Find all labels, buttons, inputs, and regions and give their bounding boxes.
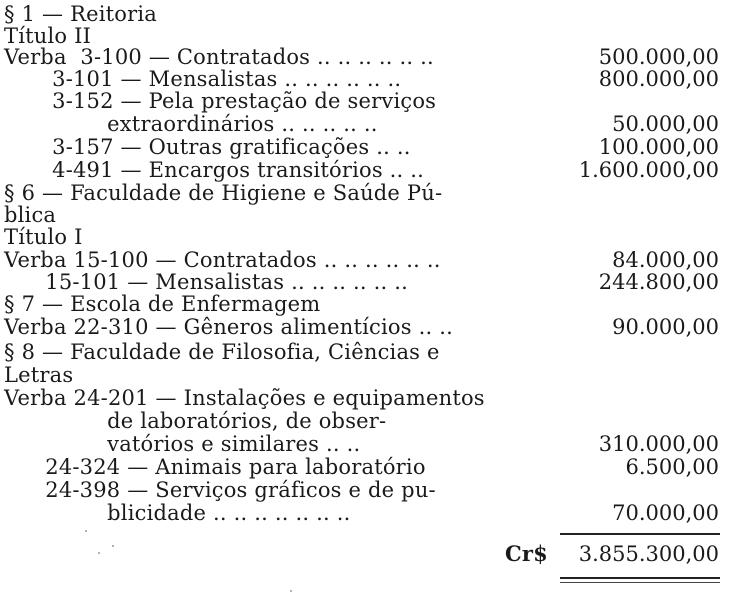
budget-amount: 6.500,00: [625, 455, 719, 479]
budget-line: extraordinários .. .. .. .. ..: [4, 112, 378, 136]
section-heading: § 8 — Faculdade de Filosofia, Ciências e: [4, 340, 440, 364]
budget-line: Verba 24-201 — Instalações e equipamentos: [4, 386, 485, 410]
total-rule-top: [560, 533, 720, 535]
budget-amount: 500.000,00: [598, 45, 719, 69]
budget-amount: 70.000,00: [612, 501, 719, 525]
total-rule-bottom-double: [560, 582, 720, 583]
budget-amount: 800.000,00: [598, 67, 719, 91]
budget-line: 24-324 — Animais para laboratório: [4, 455, 426, 479]
section-heading: § 6 — Faculdade de Higiene e Saúde Pú-: [4, 181, 443, 205]
budget-line: de laboratórios, de obser-: [4, 409, 387, 433]
budget-line: blicidade .. .. .. .. .. .. ..: [4, 501, 351, 525]
scan-speck: [98, 552, 100, 554]
budget-amount: 90.000,00: [612, 315, 719, 339]
title-heading: Título I: [4, 225, 83, 249]
budget-amount: 50.000,00: [612, 112, 719, 136]
budget-line: vatórios e similares .. ..: [4, 432, 361, 456]
budget-line: 4-491 — Encargos transitórios .. ..: [4, 158, 425, 182]
budget-line: 3-152 — Pela prestação de serviços: [4, 89, 437, 113]
budget-line: Verba 3-100 — Contratados .. .. .. .. .. ..: [4, 45, 434, 69]
scan-speck: [112, 545, 114, 547]
scan-speck: [290, 590, 292, 592]
budget-line: 3-101 — Mensalistas .. .. .. .. .. ..: [4, 67, 402, 91]
total-amount: 3.855.300,00: [578, 542, 719, 566]
total-rule-bottom: [560, 577, 720, 579]
budget-line: 15-101 — Mensalistas .. .. .. .. .. ..: [4, 270, 408, 294]
budget-line: Verba 15-100 — Contratados .. .. .. .. .. ..: [4, 248, 441, 272]
budget-amount: 1.600.000,00: [578, 158, 719, 182]
section-heading: § 7 — Escola de Enfermagem: [4, 292, 321, 316]
budget-amount: 100.000,00: [598, 135, 719, 159]
budget-line: Verba 22-310 — Gêneros alimentícios .. ..: [4, 315, 454, 339]
budget-line: 24-398 — Serviços gráficos e de pu-: [4, 478, 436, 502]
scan-speck: [85, 530, 87, 532]
budget-line: 3-157 — Outras gratificações .. ..: [4, 135, 411, 159]
title-heading: Título II: [4, 24, 92, 48]
budget-amount: 84.000,00: [612, 248, 719, 272]
total-currency: Cr$: [505, 541, 548, 566]
section-heading: § 1 — Reitoria: [4, 2, 157, 26]
section-heading-continued: blica: [4, 203, 57, 227]
section-heading-continued: Letras: [4, 363, 74, 387]
budget-amount: 310.000,00: [598, 432, 719, 456]
budget-amount: 244.800,00: [598, 270, 719, 294]
